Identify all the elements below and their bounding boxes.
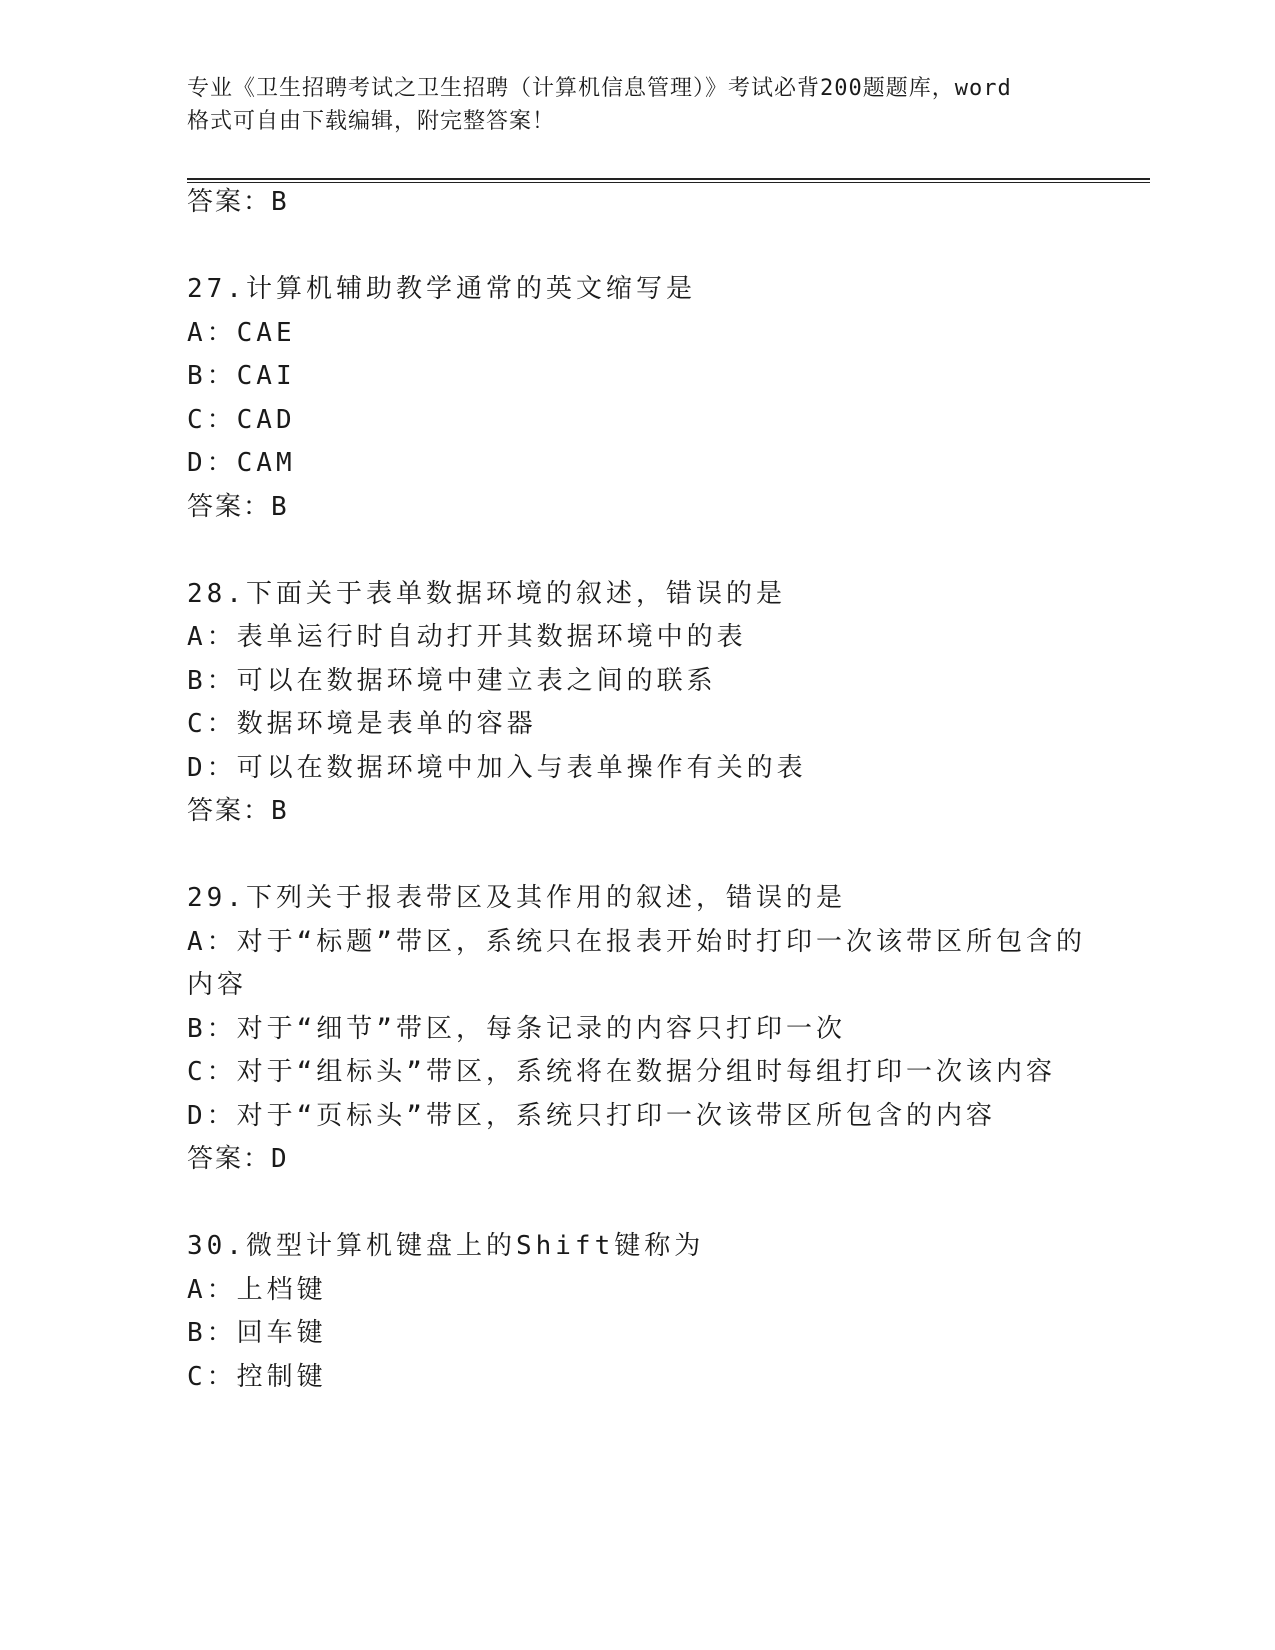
q29-option-a: A：对于“标题”带区，系统只在报表开始时打印一次该带区所包含的 [187,927,1086,957]
answer-27: 答案：B [187,492,289,522]
answer-26: 答案：B [187,187,289,217]
document-header [187,72,1087,138]
question-27: 27.计算机辅助教学通常的英文缩写是 [187,274,696,304]
header-divider-thin [187,182,1150,183]
q29-option-b: B：对于“细节”带区，每条记录的内容只打印一次 [187,1014,846,1044]
q28-option-d: D：可以在数据环境中加入与表单操作有关的表 [187,753,807,783]
q27-option-d: D：CAM [187,448,296,478]
header-line-1: 专业《卫生招聘考试之卫生招聘（计算机信息管理）》考试必背200题题库，word [187,76,1012,101]
q28-option-a: A：表单运行时自动打开其数据环境中的表 [187,622,747,652]
q30-option-c: C：控制键 [187,1362,327,1392]
question-30: 30.微型计算机键盘上的Shift键称为 [187,1231,705,1261]
q28-option-b: B：可以在数据环境中建立表之间的联系 [187,666,717,696]
q29-option-c: C：对于“组标头”带区，系统将在数据分组时每组打印一次该内容 [187,1057,1056,1087]
q27-option-b: B：CAI [187,361,296,391]
q30-option-b: B：回车键 [187,1318,327,1348]
q29-option-d: D：对于“页标头”带区，系统只打印一次该带区所包含的内容 [187,1101,996,1131]
q28-option-c: C：数据环境是表单的容器 [187,709,537,739]
q27-option-c: C：CAD [187,405,296,435]
q29-option-a-continued: 内容 [187,970,248,1000]
question-28: 28.下面关于表单数据环境的叙述，错误的是 [187,579,786,609]
answer-28: 答案：B [187,796,289,826]
question-29: 29.下列关于报表带区及其作用的叙述，错误的是 [187,883,846,913]
header-line-2: 格式可自由下载编辑，附完整答案！ [187,109,556,134]
answer-29: 答案：D [187,1144,289,1174]
header-divider-thick [187,178,1150,180]
q30-option-a: A：上档键 [187,1275,327,1305]
q27-option-a: A：CAE [187,318,296,348]
